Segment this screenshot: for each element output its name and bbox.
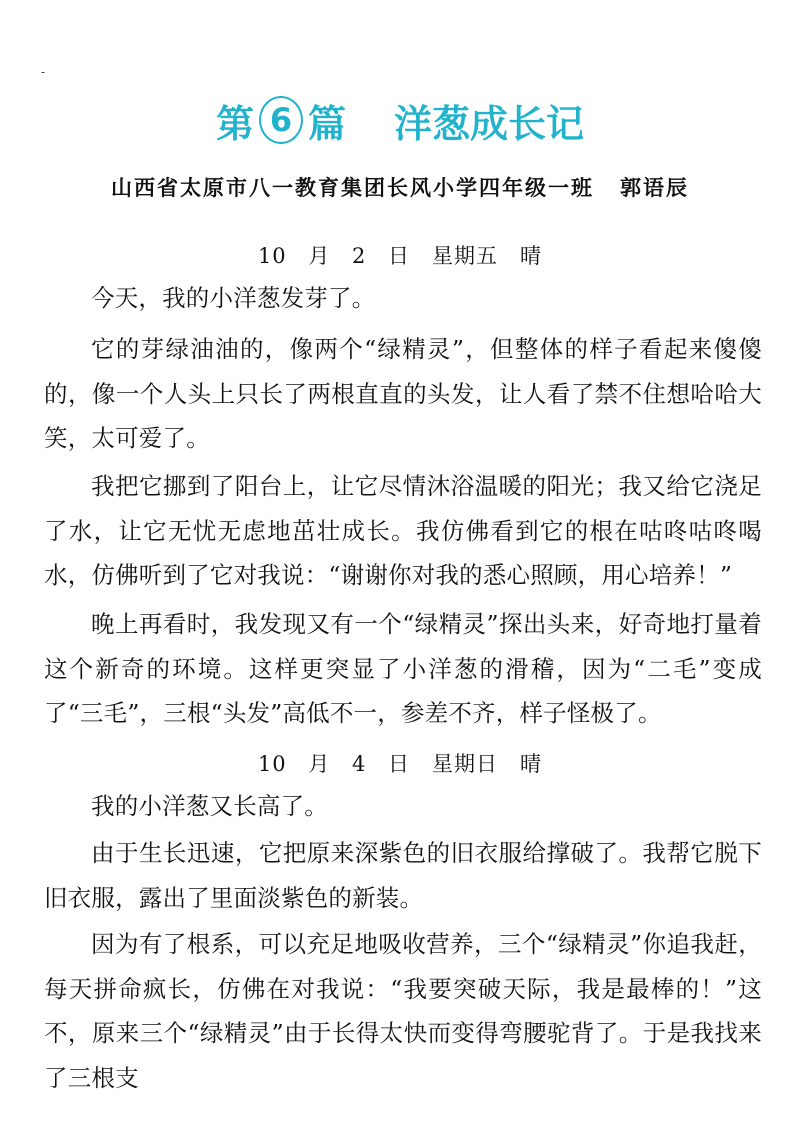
chapter-number-badge: 6 <box>259 96 303 144</box>
author-line <box>0 172 800 202</box>
paragraph: 因为有了根系，可以充足地吸收营养，三个“绿精灵”你追我赶，每天拼命疯长，仿佛在对我说：“我要突破天际，我是最棒的！”这不，原来三个“绿精灵”由于长得太快而变得弯腰驼背了。于是我找来了三根支 <box>44 930 762 1092</box>
chapter-label <box>216 93 346 148</box>
corner-mark: - <box>41 65 46 79</box>
article-title <box>0 92 800 148</box>
author-school: 山西省太原市八一教育集团长风小学四年级一班 <box>111 175 594 200</box>
author-name: 郭语辰 <box>620 175 689 200</box>
date-heading: 10 月 4 日 星期日 晴 <box>257 752 543 776</box>
chapter-prefix: 第 <box>215 101 254 146</box>
paragraph: 我的小洋葱又长高了。 <box>91 792 328 820</box>
paragraph: 晚上再看时，我发现又有一个“绿精灵”探出头来，好奇地打量着这个新奇的环境。这样更突显了小洋葱的滑稽，因为“二毛”变成了“三毛”，三根“头发”高低不一，参差不齐，样子怪极了。 <box>44 610 762 727</box>
title-text: 洋葱成长记 <box>394 101 585 146</box>
date-heading: 10 月 2 日 星期五 晴 <box>257 244 543 268</box>
paragraph: 今天，我的小洋葱发芽了。 <box>91 284 376 312</box>
paragraph: 它的芽绿油油的，像两个“绿精灵”，但整体的样子看起来傻傻的，像一个人头上只长了两根直直的头发，让人看了禁不住想哈哈大笑，太可爱了。 <box>44 335 762 452</box>
paragraph: 由于生长迅速，它把原来深紫色的旧衣服给撑破了。我帮它脱下旧衣服，露出了里面淡紫色的新装。 <box>44 839 762 912</box>
paragraph: 我把它挪到了阳台上，让它尽情沐浴温暖的阳光；我又给它浇足了水，让它无忧无虑地茁壮成长。我仿佛看到它的根在咕咚咕咚喝水，仿佛听到了它对我说：“谢谢你对我的悉心照顾，用心培养！” <box>44 472 762 589</box>
chapter-suffix: 篇 <box>307 101 346 146</box>
